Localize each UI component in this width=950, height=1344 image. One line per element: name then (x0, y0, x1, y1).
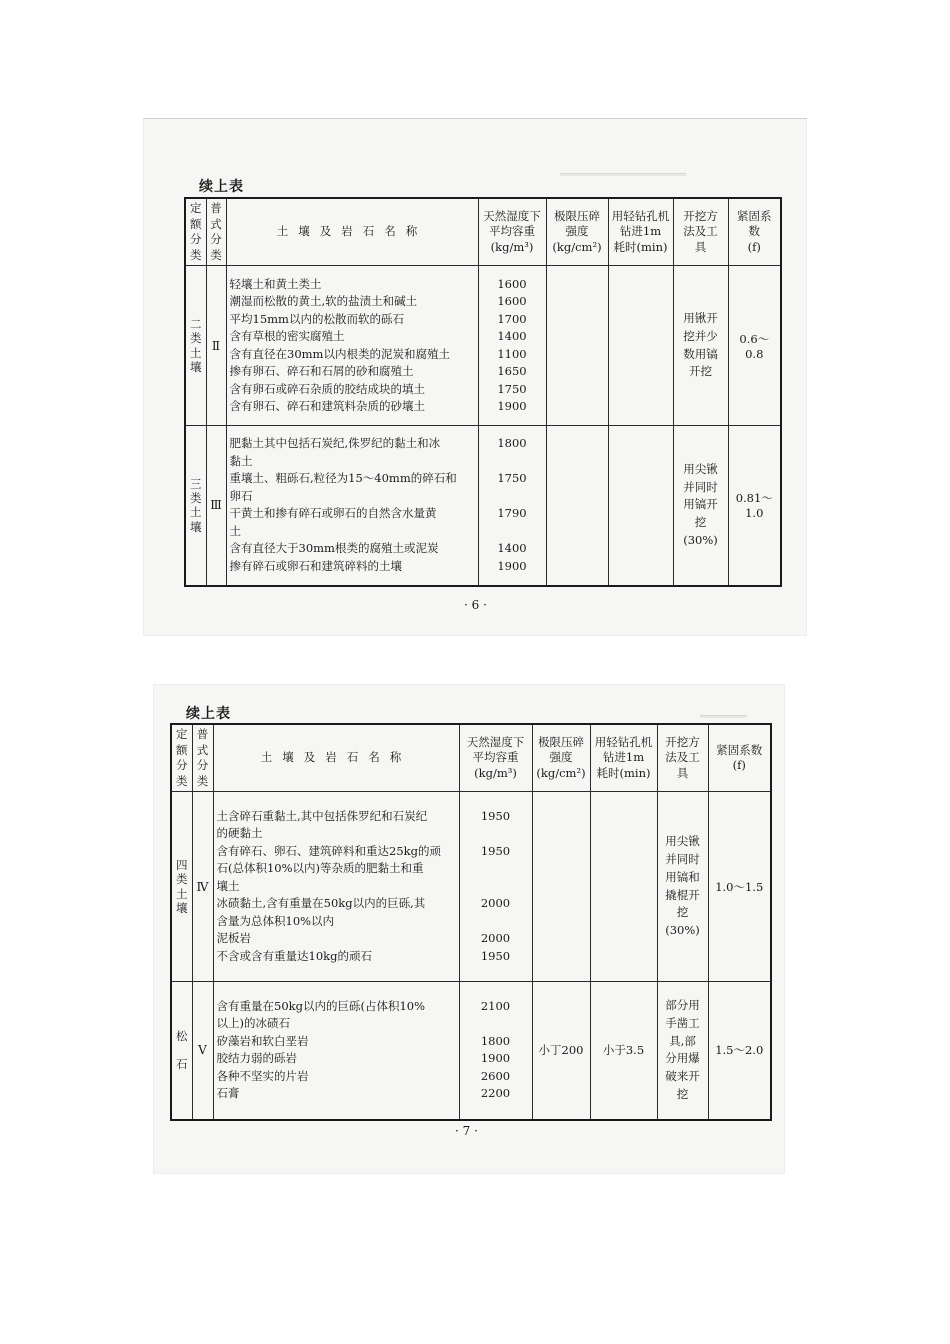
method-cell: 部分用 手凿工 具,部 分用爆 破来开 挖 (657, 982, 708, 1120)
grade-label: Ⅲ (206, 426, 226, 586)
soil-names: 肥黏土其中包括石炭纪,侏罗纪的黏土和冰 黏土 重壤土、粗砾石,粒径为15～40mm的碎石和 卵石 干黄土和掺有碎石或卵石的自然含水量黄 土 含有直径大于30mm根类的腐殖土或泥炭 掺有碎石或卵石和建筑碎料的土壤 (226, 426, 478, 586)
page-number: · 7 · (455, 1124, 478, 1138)
header-strength: 极限压碎 强度 (kg/cm²) (532, 724, 590, 792)
grade-label: Ⅳ (192, 792, 213, 982)
strength-cell (532, 792, 590, 982)
soil-classification-table (184, 197, 782, 587)
table-row (171, 792, 771, 982)
drill-cell (608, 426, 673, 586)
continued-label: 续上表 (199, 179, 244, 195)
header-method: 开挖方 法及工 具 (657, 724, 708, 792)
class-label: 三 类 土 壤 (185, 426, 206, 586)
coefficient-cell: 0.81～1.0 (728, 426, 781, 586)
strength-cell: 小丁200 (532, 982, 590, 1120)
bleed-through: ═══════ (700, 710, 747, 723)
header-method: 开挖方 法及工 具 (673, 198, 728, 266)
header-name: 土壤及岩石名称 (226, 198, 478, 266)
class-label: 四 类 土 壤 (171, 792, 192, 982)
header-coefficient: 紧固系数 (f) (708, 724, 771, 792)
page-top-rule (143, 118, 807, 119)
bleed-through: ═══════════════════ (560, 168, 686, 181)
header-quota-class: 定额分类 (185, 198, 206, 266)
strength-cell (546, 266, 608, 426)
table-row (185, 266, 781, 426)
coefficient-cell: 1.0～1.5 (708, 792, 771, 982)
grade-label: Ⅱ (206, 266, 226, 426)
header-density: 天然湿度下 平均容重 (kg/m³) (459, 724, 532, 792)
header-name: 土壤及岩石名称 (213, 724, 459, 792)
coefficient-cell: 0.6～0.8 (728, 266, 781, 426)
header-row (171, 724, 771, 792)
continued-label: 续上表 (186, 706, 231, 722)
method-cell: 用尖锹 并同时 用镐和 撬棍开 挖 (30%) (657, 792, 708, 982)
soil-names: 土含碎石重黏土,其中包括侏罗纪和石炭纪 的硬黏土 含有碎石、卵石、建筑碎料和重达25kg的顽 石(总体积10%以内)等杂质的肥黏土和重 壤土 冰碛黏土,含有重量在50kg以内的巨砾,其 含量为总体积10%以内 泥板岩 不含或含有重量达10kg的顽石 (213, 792, 459, 982)
drill-cell (608, 266, 673, 426)
header-row (185, 198, 781, 266)
soil-names: 含有重量在50kg以内的巨砾(占体积10% 以上)的冰碛石 矽藻岩和软白垩岩 胶结力弱的砾岩 各种不坚实的片岩 石膏 (213, 982, 459, 1120)
density-values: 1600 1600 1700 1400 1100 1650 1750 1900 (478, 266, 546, 426)
class-label: 二 类 土 壤 (185, 266, 206, 426)
method-cell: 用尖锹 并同时 用镐开 挖 (30%) (673, 426, 728, 586)
density-values: 1950 1950 2000 2000 1950 (459, 792, 532, 982)
table-row (171, 982, 771, 1120)
soil-classification-table (170, 723, 772, 1121)
grade-label: Ⅴ (192, 982, 213, 1120)
method-cell: 用锹开 挖并少 数用镐 开挖 (673, 266, 728, 426)
soil-names: 轻壤土和黄土类土 潮湿而松散的黄土,软的盐渍土和碱土 平均15mm以内的松散而软的砾石 含有草根的密实腐殖土 含有直径在30mm以内根类的泥炭和腐殖土 掺有卵石、碎石和石屑的砂和腐殖土 含有卵石或碎石杂质的胶结成块的填土 含有卵石、碎石和建筑料杂质的砂壤土 (226, 266, 478, 426)
table-row (185, 426, 781, 586)
header-drill-time: 用轻钻孔机 钻进1m 耗时(min) (590, 724, 657, 792)
header-general-class: 普式分类 (206, 198, 226, 266)
coefficient-cell: 1.5～2.0 (708, 982, 771, 1120)
header-density: 天然湿度下 平均容重 (kg/m³) (478, 198, 546, 266)
drill-cell (590, 792, 657, 982)
header-drill-time: 用轻钻孔机 钻进1m 耗时(min) (608, 198, 673, 266)
density-values: 2100 1800 1900 2600 2200 (459, 982, 532, 1120)
header-quota-class: 定额分类 (171, 724, 192, 792)
strength-cell (546, 426, 608, 586)
header-strength: 极限压碎 强度 (kg/cm²) (546, 198, 608, 266)
page-number: · 6 · (464, 598, 487, 612)
header-general-class: 普式分类 (192, 724, 213, 792)
header-coefficient: 紧固系数 (f) (728, 198, 781, 266)
density-values: 1800 1750 1790 1400 1900 (478, 426, 546, 586)
class-label: 松 石 (171, 982, 192, 1120)
drill-cell: 小于3.5 (590, 982, 657, 1120)
